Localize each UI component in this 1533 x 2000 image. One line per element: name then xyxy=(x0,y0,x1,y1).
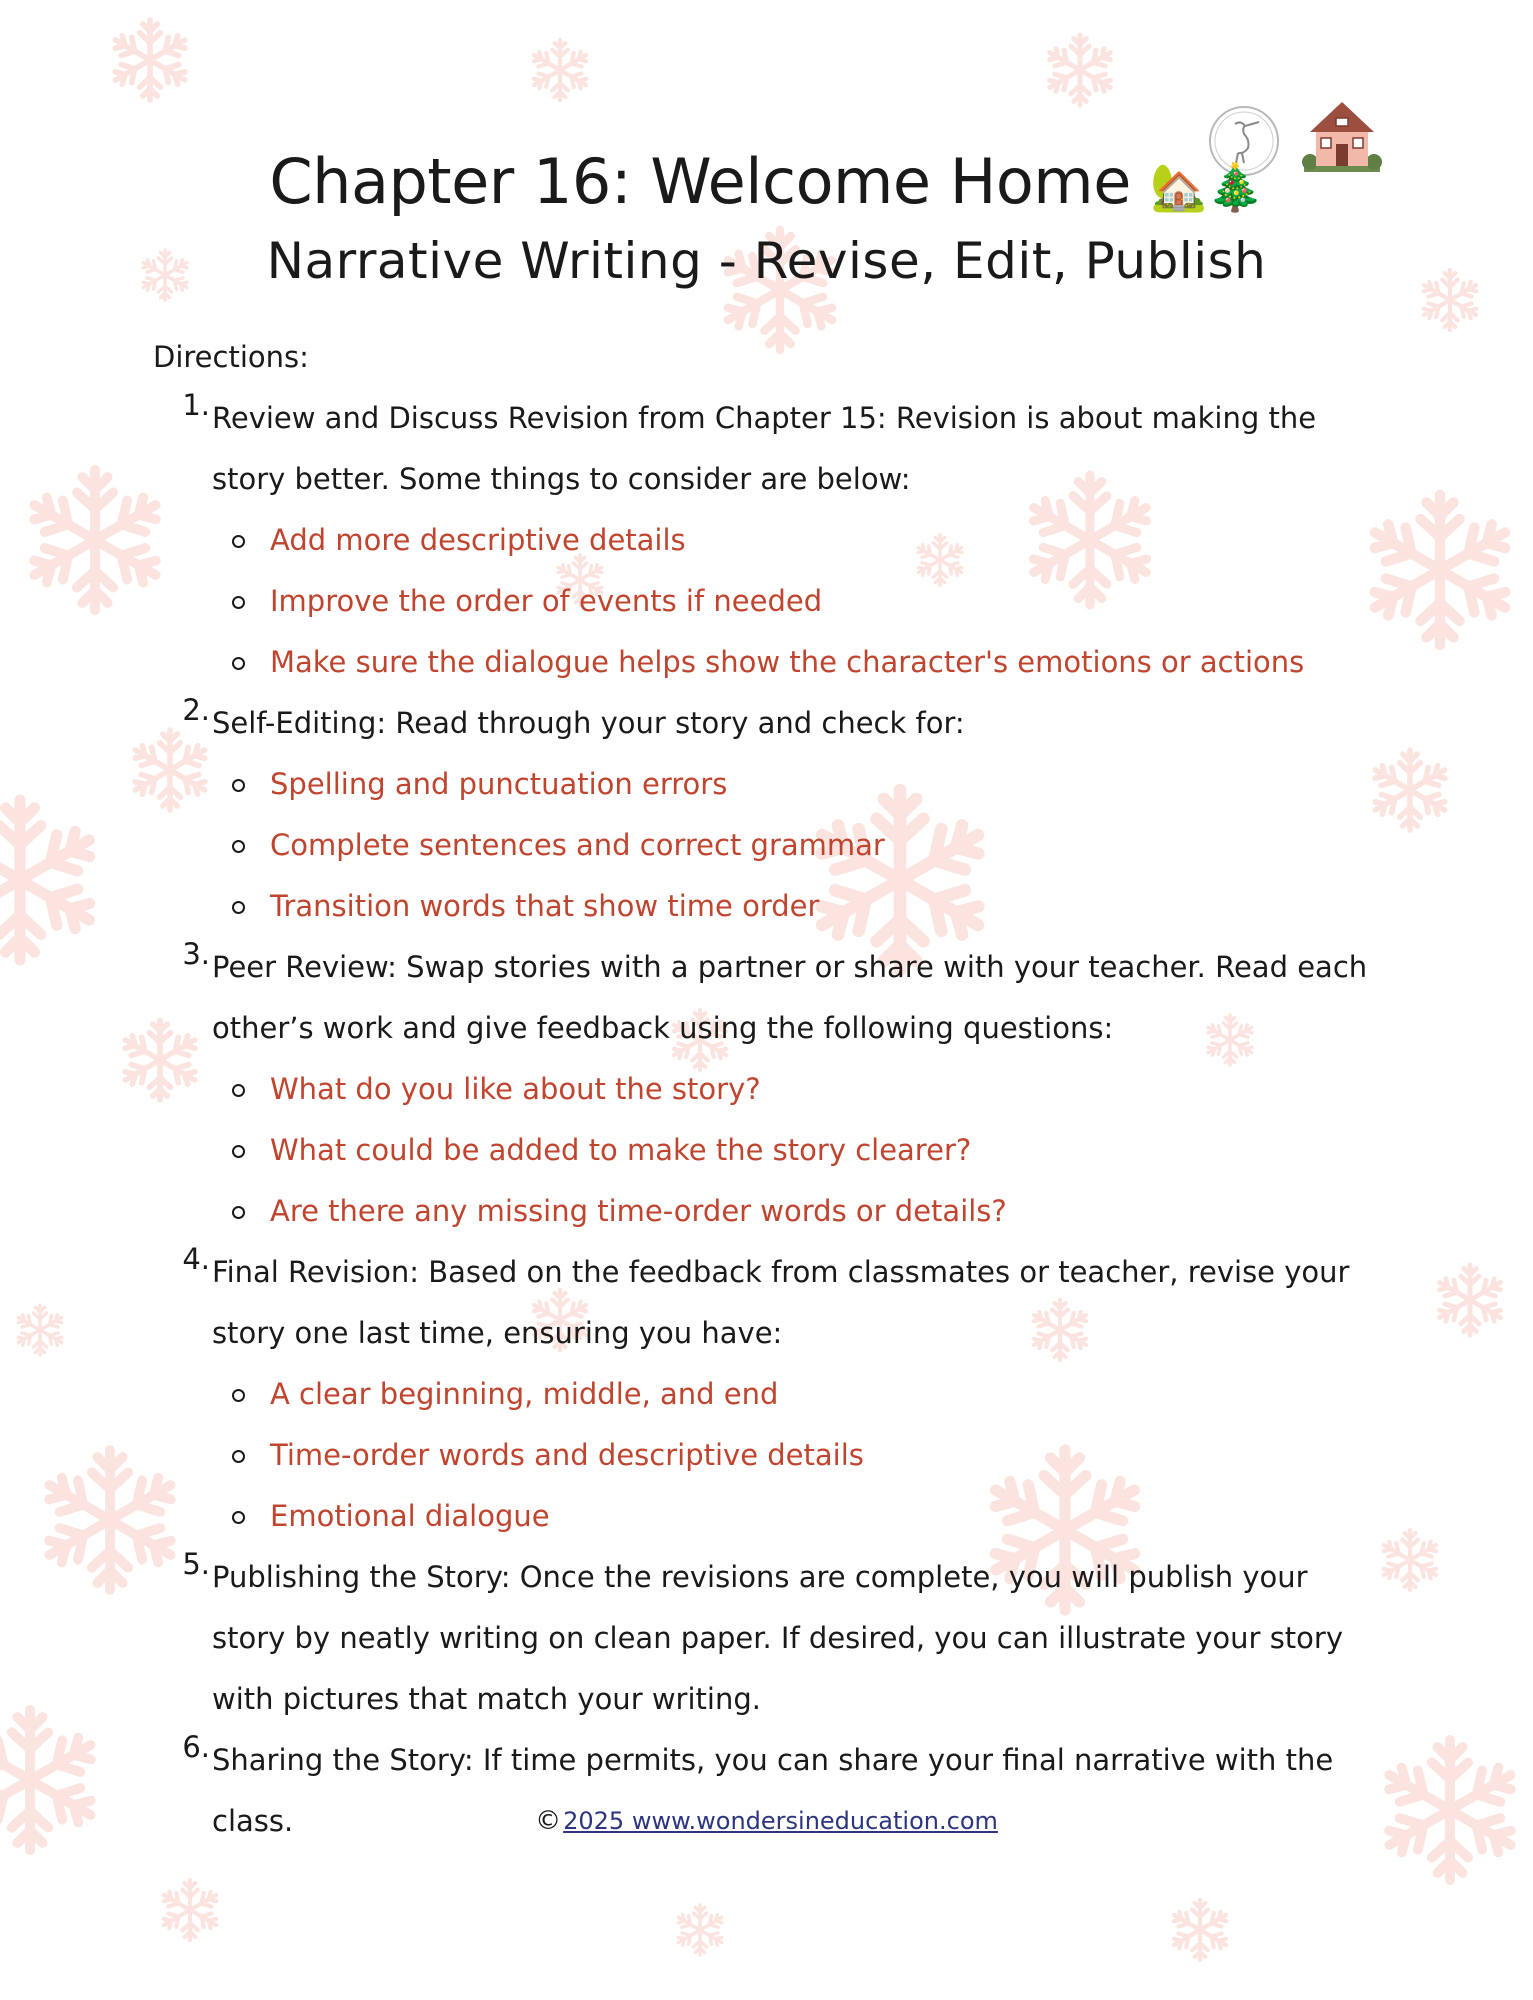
bullet-item: What do you like about the story? xyxy=(212,1059,1378,1120)
circle-bullet-icon xyxy=(232,1511,245,1524)
circle-bullet-icon xyxy=(232,535,245,548)
circle-bullet-icon xyxy=(232,596,245,609)
step-text: Self-Editing: Read through your story and check for: xyxy=(212,706,965,740)
circle-bullet-icon xyxy=(232,1389,245,1402)
bullet-item: Are there any missing time-order words or details? xyxy=(212,1181,1378,1242)
directions-label: Directions: xyxy=(153,340,309,374)
step-text: Review and Discuss Revision from Chapter 15: Revision is about making the story better. Some things to consider are below: xyxy=(212,401,1317,496)
bullet-item: A clear beginning, middle, and end xyxy=(212,1364,1378,1425)
step-number: 1. xyxy=(182,388,210,422)
step-number: 3. xyxy=(182,937,210,971)
bullet-item: What could be added to make the story clearer? xyxy=(212,1120,1378,1181)
circle-bullet-icon xyxy=(232,657,245,670)
bullet-item: Improve the order of events if needed xyxy=(212,571,1378,632)
step-text: Sharing the Story: If time permits, you can share your final narrative with the class. xyxy=(212,1743,1334,1838)
step-number: 4. xyxy=(182,1242,210,1276)
circle-bullet-icon xyxy=(232,901,245,914)
bullet-item: Emotional dialogue xyxy=(212,1486,1378,1547)
circle-bullet-icon xyxy=(232,1206,245,1219)
step-bullets xyxy=(212,510,1378,693)
step-number: 6. xyxy=(182,1730,210,1764)
step-item xyxy=(178,937,1378,1242)
bullet-item: Spelling and punctuation errors xyxy=(212,754,1378,815)
bullet-item: Complete sentences and correct grammar xyxy=(212,815,1378,876)
bullet-item: Add more descriptive details xyxy=(212,510,1378,571)
circle-bullet-icon xyxy=(232,1145,245,1158)
step-item xyxy=(178,1547,1378,1730)
step-text: Peer Review: Swap stories with a partner or share with your teacher. Read each other’s work and give feedback using the following questions: xyxy=(212,950,1368,1045)
step-bullets xyxy=(212,754,1378,937)
page-subtitle: Narrative Writing - Revise, Edit, Publish xyxy=(266,232,1267,290)
step-number: 2. xyxy=(182,693,210,727)
footer-website-link[interactable]: 2025 www.wondersineducation.com xyxy=(563,1807,998,1835)
step-bullets xyxy=(212,1059,1378,1242)
step-text: Publishing the Story: Once the revisions are complete, you will publish your story by neatly writing on clean paper. If desired, you can illustrate your story with pictures that match your writing. xyxy=(212,1560,1343,1716)
step-item xyxy=(178,388,1378,693)
copyright-icon: © xyxy=(535,1806,562,1836)
step-bullets xyxy=(212,1364,1378,1547)
steps-list xyxy=(178,388,1378,1852)
step-number: 5. xyxy=(182,1547,210,1581)
title-text: Chapter 16: Welcome Home xyxy=(269,145,1131,218)
circle-bullet-icon xyxy=(232,840,245,853)
footer xyxy=(0,1806,1533,1836)
step-item xyxy=(178,693,1378,937)
step-text: Final Revision: Based on the feedback from classmates or teacher, revise your story one last time, ensuring you have: xyxy=(212,1255,1350,1350)
page-title xyxy=(0,145,1533,218)
step-item xyxy=(178,1242,1378,1547)
house-tree-emoji-icon: 🏡🎄 xyxy=(1150,160,1264,214)
circle-bullet-icon xyxy=(232,1084,245,1097)
circle-bullet-icon xyxy=(232,779,245,792)
circle-bullet-icon xyxy=(232,1450,245,1463)
bullet-item: Transition words that show time order xyxy=(212,876,1378,937)
bullet-item: Time-order words and descriptive details xyxy=(212,1425,1378,1486)
bullet-item: Make sure the dialogue helps show the character's emotions or actions xyxy=(212,632,1378,693)
